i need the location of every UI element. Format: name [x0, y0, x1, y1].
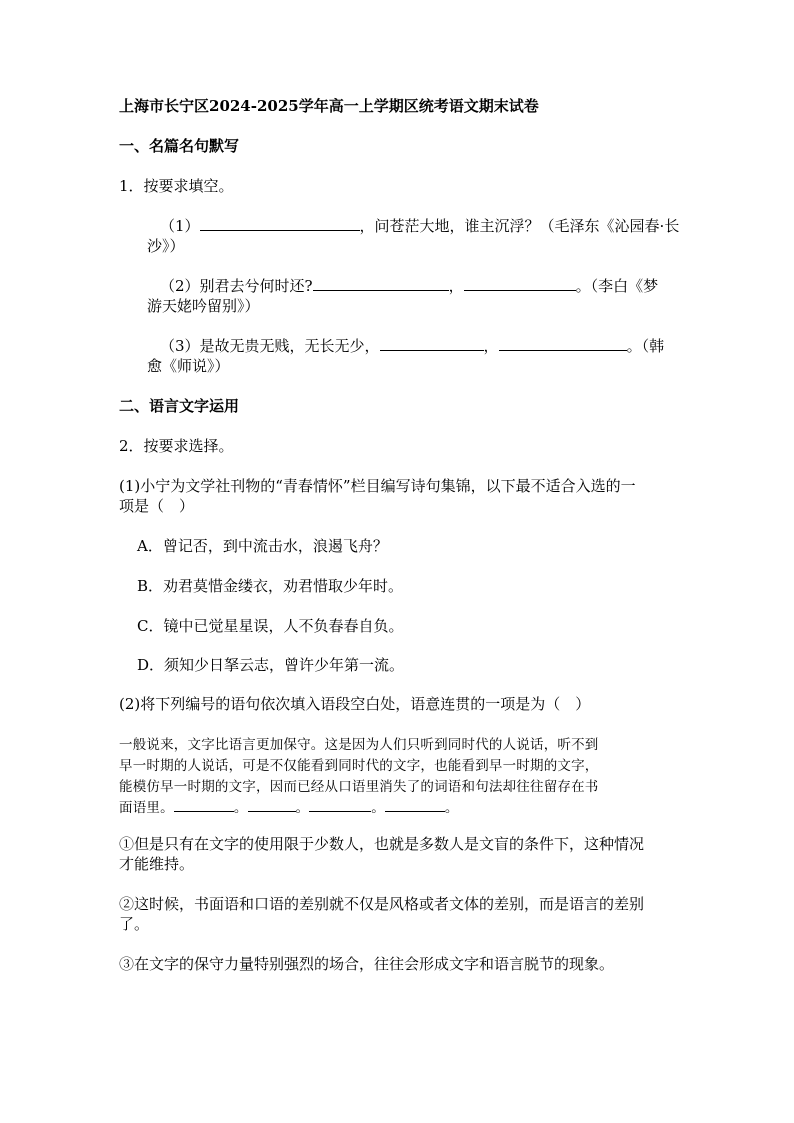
section-1-heading: 一、名篇名句默写: [119, 137, 240, 155]
passage-blank-2[interactable]: [248, 798, 296, 812]
q1-item-3-prefix: （3）是故无贵无贱，无长无少，: [160, 337, 380, 355]
sentence-2-line-2: 了。: [119, 915, 150, 933]
question-2-stem: 2．按要求选择。: [119, 437, 234, 455]
passage-line-4: [119, 798, 459, 818]
sentence-2-line-1: ②这时候，书面语和口语的差别就不仅是风格或者文体的差别，而是语言的差别: [119, 895, 645, 913]
passage-line-3: 能模仿早一时期的文字，因而已经从口语里消失了的词语和句法却往往留存在书: [119, 779, 599, 795]
passage-line-2: 早一时期的人说话，可是不仅能看到同时代的文字，也能看到早一时期的文字，: [119, 758, 599, 774]
q1-item-2-separator: ，: [448, 277, 464, 295]
q1-item-2-blank-2[interactable]: [464, 276, 576, 291]
option-a[interactable]: A．曾记否，到中流击水，浪遏飞舟？: [137, 537, 388, 555]
q2-sub-1-line-1: (1)小宁为文学社刊物的“青春情怀”栏目编写诗句集锦，以下最不适合入选的一: [119, 477, 636, 495]
sentence-1-line-1: ①但是只有在文字的使用限于少数人，也就是多数人是文盲的条件下，这种情况: [119, 835, 645, 853]
q1-item-1-prefix: （1）: [160, 217, 200, 235]
option-b[interactable]: B．劝君莫惜金缕衣，劝君惜取少年时。: [137, 577, 404, 595]
q2-sub-1-line-2: 项是（ ）: [119, 497, 195, 515]
q1-item-2-continuation: 游天姥吟留别》）: [147, 297, 260, 315]
passage-blank-4[interactable]: [385, 798, 445, 812]
q1-item-3-continuation: 愈《师说》）: [147, 357, 230, 375]
q1-item-1-blank[interactable]: [200, 216, 360, 231]
q1-item-3-separator: ，: [483, 337, 499, 355]
passage-sep-4: 。: [444, 800, 459, 816]
sentence-1-line-2: 才能维持。: [119, 855, 195, 873]
q1-item-3: [160, 336, 664, 356]
question-1-stem: 1．按要求填空。: [119, 177, 234, 195]
passage-sep-2: 。: [295, 800, 310, 816]
q1-item-3-blank-1[interactable]: [380, 336, 484, 351]
exam-title: 上海市长宁区2024-2025学年高一上学期区统考语文期末试卷: [119, 97, 539, 115]
passage-sep-3: 。: [371, 800, 385, 816]
q2-sub-2-stem: (2)将下列编号的语句依次填入语段空白处，语意连贯的一项是为（ ）: [119, 695, 591, 713]
option-c[interactable]: C．镜中已觉星星误，人不负春春自负。: [137, 617, 404, 635]
q1-item-2-blank-1[interactable]: [313, 276, 449, 291]
passage-line-4-prefix: 面语里。: [119, 800, 174, 816]
q1-item-1-continuation: 沙》）: [147, 237, 185, 255]
q1-item-2: [160, 276, 658, 296]
q1-item-1: [160, 216, 679, 236]
q1-item-3-suffix: 。（韩: [626, 337, 665, 355]
passage-blank-1[interactable]: [174, 798, 234, 812]
sentence-3: ③在文字的保守力量特别强烈的场合，往往会形成文字和语言脱节的现象。: [119, 955, 615, 973]
q1-item-1-suffix: ，问苍茫大地，谁主沉浮？（毛泽东《沁园春·长: [359, 217, 680, 235]
q1-item-2-suffix: 。（李白《梦: [575, 277, 659, 295]
q1-item-3-blank-2[interactable]: [499, 336, 627, 351]
passage-line-1: 一般说来，文字比语言更加保守。这是因为人们只听到同时代的人说话，听不到: [119, 737, 599, 753]
passage-sep-1: 。: [233, 800, 248, 816]
option-d[interactable]: D．须知少日拏云志，曾许少年第一流。: [137, 656, 405, 674]
section-2-heading: 二、语言文字运用: [119, 397, 240, 415]
q1-item-2-prefix: （2）别君去兮何时还?: [160, 277, 313, 295]
passage-blank-3[interactable]: [309, 798, 371, 812]
